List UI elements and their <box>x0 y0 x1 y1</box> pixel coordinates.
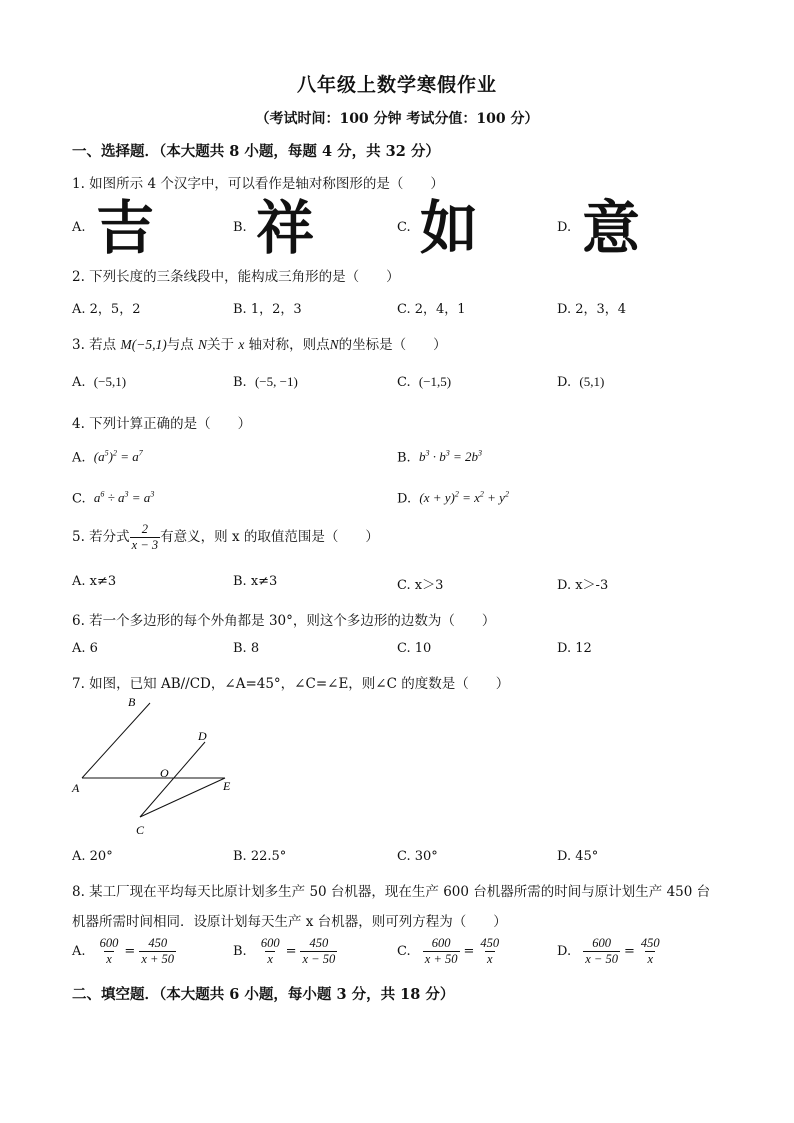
q1-label-d: D. <box>557 220 572 235</box>
question-2-stem: 2. 下列长度的三条线段中，能构成三角形的是（ ） <box>72 269 400 285</box>
question-6-stem: 6. 若一个多边形的每个外角都是 30°，则这个多边形的边数为（ ） <box>72 613 496 629</box>
q8-option-c: C. $\frac{600}{x + 50}$ = $\frac{450}{x}$ <box>397 936 500 966</box>
q3-option-a: A. (−5,1) <box>72 374 127 390</box>
q3-option-c: C. (−1,5) <box>397 374 452 390</box>
q7-option-b: B. 22.5° <box>233 849 287 864</box>
label-a: A <box>72 781 80 795</box>
point-m: M <box>120 337 132 352</box>
point-n: N <box>198 337 208 352</box>
q6-option-c: C. 10 <box>397 641 432 656</box>
question-4-stem: 4. 下列计算正确的是（ ） <box>72 416 252 432</box>
label-d: D <box>198 729 207 743</box>
q8-option-d: D. $\frac{600}{x - 50}$ = $\frac{450}{x}$ <box>557 936 660 966</box>
question-1-stem: 1. 如图所示 4 个汉字中，可以看作是轴对称图形的是（ ） <box>72 176 444 192</box>
q1-char-c: 如 <box>420 194 479 262</box>
q5-option-b: B. x≠3 <box>233 574 278 589</box>
q1-label-a: A. <box>72 220 86 235</box>
q1-label-b: B. <box>233 220 247 235</box>
section-choice-title: 一、选择题．（本大题共 8 小题，每题 4 分，共 32 分） <box>72 143 440 160</box>
q1-char-d: 意 <box>582 194 641 262</box>
question-8-line1: 8. 某工厂现在平均每天比原计划多生产 50 台机器，现在生产 600 台机器所需的时间与原计划生产 450 台 <box>72 884 711 900</box>
q7-option-d: D. 45° <box>557 849 599 864</box>
q8-option-b: B. $\frac{600}{x}$ = $\frac{450}{x - 50}$ <box>233 936 336 966</box>
q3-option-d: D. (5,1) <box>557 374 605 390</box>
line-ce <box>140 778 225 817</box>
q5-option-d: D. x＞-3 <box>557 578 609 593</box>
q4-option-d: D. $(x + y)^2 = x^2 + y^2$ <box>397 490 509 507</box>
q1-char-b: 祥 <box>256 194 315 262</box>
line-ab <box>82 703 150 778</box>
q6-option-a: A. 6 <box>72 641 98 656</box>
label-e: E <box>223 779 231 793</box>
line-cd <box>140 742 205 817</box>
q7-option-c: C. 30° <box>397 849 438 864</box>
label-b: B <box>128 695 136 709</box>
label-o: O <box>160 766 169 780</box>
q5-option-a: A. x≠3 <box>72 574 117 589</box>
q6-option-b: B. 8 <box>233 641 260 656</box>
q4-option-b: B. $b^3 \cdot b^3 = 2b^3$ <box>397 449 482 466</box>
q8-option-a: A. $\frac{600}{x}$ = $\frac{450}{x + 50}$ <box>72 936 175 966</box>
question-3-stem: 3. 若点 M(−5,1)与点 N关于 x 轴对称，则点N的坐标是（ ） <box>72 337 447 353</box>
q1-label-c: C. <box>397 220 411 235</box>
label-c: C <box>136 823 145 837</box>
q7-option-a: A. 20° <box>72 849 113 864</box>
q7-geometry-figure <box>60 692 260 842</box>
q2-option-d: D. 2，3，4 <box>557 302 627 317</box>
q4-option-a: A. $(a^5)^2 = a^7$ <box>72 449 143 466</box>
q1-char-a: 吉 <box>96 194 155 262</box>
question-5-stem: 5. 若分式 $\frac{2}{x - 3}$ 有意义，则 x 的取值范围是（ ） <box>72 522 379 552</box>
q6-option-d: D. 12 <box>557 641 592 656</box>
section-fill-title: 二、填空题．（本大题共 6 小题，每小题 3 分，共 18 分） <box>72 986 455 1003</box>
q3-option-b: B. (−5, −1) <box>233 374 298 390</box>
q2-option-b: B. 1，2，3 <box>233 302 302 317</box>
question-8-line2: 机器所需时间相同．设原计划每天生产 x 台机器，则可列方程为（ ） <box>72 914 507 930</box>
q4-option-c: C. $a^6 \div a^3 = a^3$ <box>72 490 155 507</box>
exam-info: （考试时间：100 分钟 考试分值：100 分） <box>255 111 539 127</box>
q5-option-c: C. x＞3 <box>397 578 444 593</box>
q5-fraction: $\frac{2}{x - 3}$ <box>131 522 159 552</box>
question-7-stem: 7. 如图，已知 AB//CD，∠A=45°，∠C=∠E，则∠C 的度数是（ ） <box>72 676 510 692</box>
q2-option-c: C. 2，4，1 <box>397 302 466 317</box>
page-title: 八年级上数学寒假作业 <box>296 74 497 96</box>
q2-option-a: A. 2，5，2 <box>72 302 141 317</box>
